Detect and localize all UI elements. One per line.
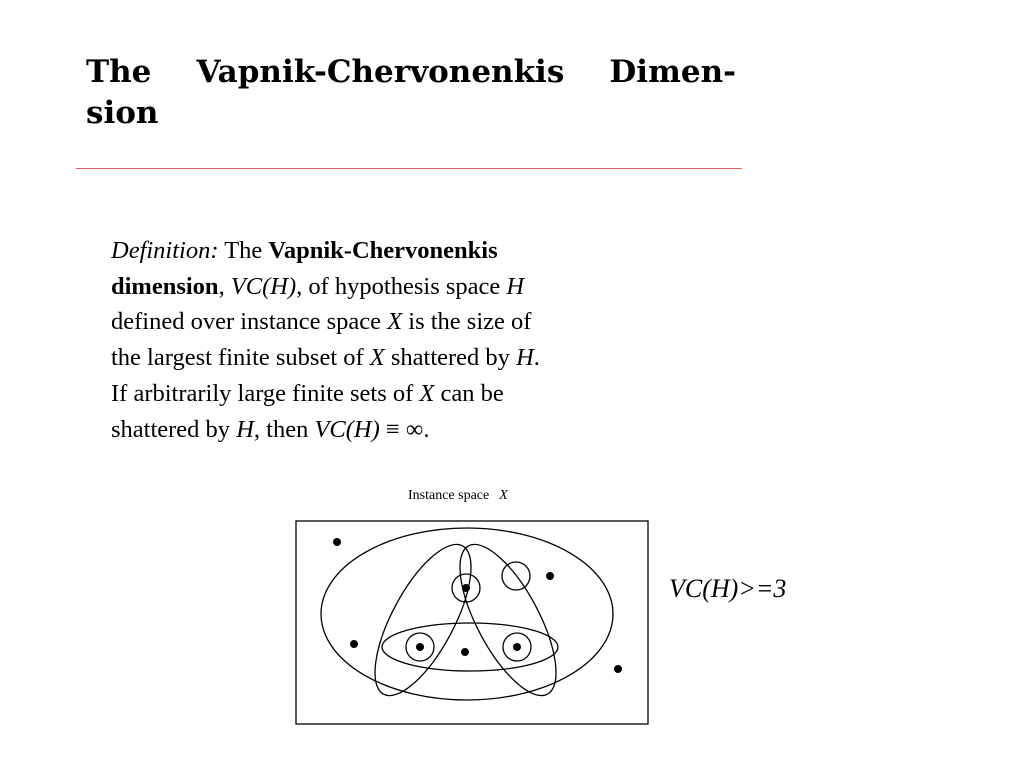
- text-run: shattered by: [390, 344, 510, 372]
- defined-term: Vapnik-Chervonenkis: [268, 237, 498, 264]
- text-run: .: [533, 344, 540, 372]
- hypothesis-ellipse-right-tilt: [441, 531, 575, 708]
- hypothesis-ellipse-large: [321, 528, 613, 700]
- figure-label-text: Instance space: [408, 488, 490, 503]
- instance-point: [546, 572, 554, 580]
- title-line-2: sion: [86, 95, 159, 131]
- instance-point: [614, 665, 622, 673]
- math-symbol: H: [506, 272, 525, 300]
- instance-point: [461, 648, 469, 656]
- math-symbol: VC(H): [314, 415, 380, 443]
- text-run: can be: [440, 379, 504, 407]
- vc-annotation: VC(H)>=3: [669, 574, 787, 603]
- text-run: ,: [218, 272, 225, 300]
- instance-point: [350, 640, 358, 648]
- hypothesis-ellipse-left-tilt: [356, 531, 490, 708]
- instance-point: [333, 538, 341, 546]
- text-run: shattered by: [111, 415, 231, 443]
- math-symbol: H: [516, 344, 534, 372]
- math-symbol: X: [419, 379, 435, 407]
- text-run: The: [224, 237, 263, 264]
- math-symbol: H: [236, 415, 254, 443]
- instance-point: [462, 584, 470, 592]
- text-run: , of hypothesis space: [296, 272, 501, 300]
- text-run: is the size of: [408, 308, 532, 336]
- math-symbol: VC(H): [230, 272, 297, 300]
- instance-point: [416, 643, 424, 651]
- math-symbol: X: [387, 308, 403, 336]
- text-run: defined over instance space: [111, 308, 382, 336]
- defined-term: dimension: [111, 272, 219, 300]
- text-run: ≡ ∞.: [385, 415, 430, 443]
- title-word: The: [86, 54, 152, 90]
- definition-label: Definition:: [111, 237, 219, 264]
- figure-label-variable: X: [499, 488, 508, 503]
- text-run: the largest finite subset of: [111, 344, 364, 372]
- text-run: If arbitrarily large finite sets of: [111, 379, 414, 407]
- instance-point: [513, 643, 521, 651]
- text-run: , then: [253, 415, 309, 443]
- title-word: Vapnik-Chervonenkis: [196, 54, 565, 90]
- title-word: Dimen-: [609, 54, 736, 90]
- math-symbol: X: [369, 344, 385, 372]
